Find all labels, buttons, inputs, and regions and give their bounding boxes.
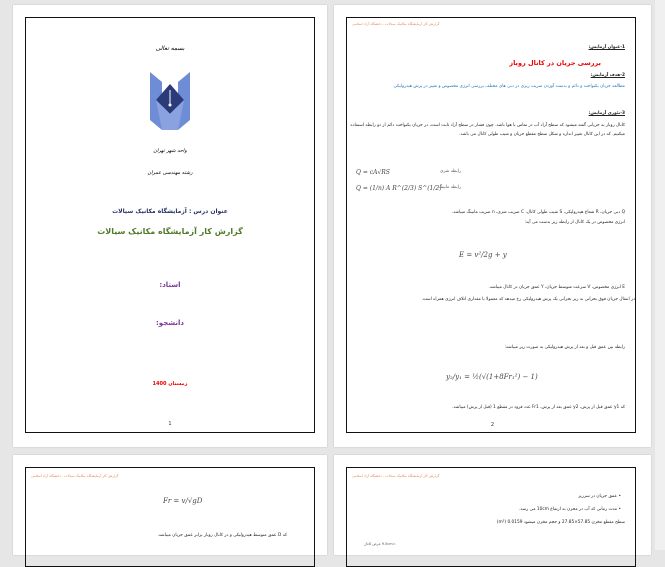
professor-label: استاد:: [159, 281, 181, 289]
bullet-item: • مدت زمانی که آب در مخزن به ارتفاع 10cm می رسد.: [518, 507, 621, 512]
course-title: عنوان درس : آزمایشگاه مکانیک سیالات: [112, 208, 228, 215]
bismillah: بسمه تعالی: [155, 45, 185, 52]
page-2: [334, 5, 651, 447]
chezy-label: رابطه شزی: [440, 169, 461, 174]
university-logo: [148, 70, 192, 132]
heading-2: 2-هدف آزمایش:: [590, 73, 625, 78]
heading-3: 3-تئوری آزمایش:: [588, 111, 625, 116]
chezy-equation: Q = cA√RS: [356, 169, 390, 176]
manning-equation: Q = (1/n) A R^(2/3) S^(1/2): [356, 185, 442, 192]
heading-1: 1-عنوان آزمایش:: [588, 45, 625, 50]
bullet-item: • عمق جریان در سرریز: [578, 494, 621, 499]
manning-label: رابطه مانینگ: [438, 185, 461, 190]
report-title: گزارش کار آزمایشگاه مکانیک سیالات: [97, 227, 243, 236]
page-border: [346, 467, 636, 567]
channel-width-label: =9.5cm عرض کانال: [364, 542, 396, 546]
tank-paragraph: سطح مقطع مخزن 57.85×27.85 و حجم مخزن میشود 0.0159 (m³): [496, 520, 625, 525]
page-1: [13, 5, 327, 447]
energy-intro: انرژی مخصوص در یک کانال از رابطه زیر بدست می آید:: [524, 220, 625, 225]
page-header: گزارش کار آزمایشگاه مکانیک سیالات - دانشگاه آزاد اسلامی: [352, 22, 440, 26]
page-header: گزارش کار آزمایشگاه مکانیک سیالات - دانشگاه آزاد اسلامی: [352, 474, 440, 478]
goal-text: مطالعه جریان یکنواخت و دائم و بدست آوردن ضریب زبری در دبی های مختلف بررسی انرژی مخصوص و تغییر در پرش هیدرولیکی: [393, 84, 625, 89]
theory-paragraph: کانال روباز به جریانی گفته میشود که سطح آزاد آب در تماس با هوا باشد. چون فشار در سطح آزاد ثابت است، در جریان یکنواخت دائم از دو رابطه استفاده میکنیم. که در این کانال تغییر اندازه و شکل سطح مقطع جریان و شیب طولی کانال می باشد.: [350, 123, 625, 137]
jump-intro: رابطه بین عمق قبل و بعد از پرش هیدرولیکی به صورت زیر میباشد:: [504, 345, 625, 350]
variables-paragraph: Q دبی جریان، R شعاع هیدرولیکی، S شیب طولی کانال، C ضریب شزی، n ضریب مانینگ میباشد.: [451, 210, 625, 215]
froude-variables: که D عمق متوسط هیدرولیکی و در کانال روباز برابر عمق جریان میباشد.: [157, 533, 287, 538]
jump-equation: y₂/y₁ = ½(√(1+8Fr₁²) − 1): [446, 373, 538, 381]
vertical-scrollbar[interactable]: [655, 0, 665, 550]
page-4: [334, 455, 651, 555]
field-name: رشته مهندسی عمران: [147, 170, 193, 176]
froude-equation: Fr = v/√gD: [163, 497, 203, 505]
page-3: [13, 455, 327, 555]
student-label: دانشجو:: [156, 319, 184, 327]
energy-variables: E انرژی مخصوص، V سرعت متوسط جریان، Y عمق جریان در کانال میباشد.: [488, 285, 625, 290]
page-header: گزارش کار آزمایشگاه مکانیک سیالات - دانشگاه آزاد اسلامی: [31, 474, 119, 478]
energy-equation: E = v²/2g + y: [459, 251, 507, 259]
bullet-text: عمق جریان در سرریز: [578, 494, 618, 499]
date: زمستان 1400: [152, 381, 188, 387]
page-border: [25, 467, 315, 567]
page-number: 2: [490, 422, 495, 428]
jump-paragraph: در انتقال جریان فوق بحرانی به زیر بحرانی یک پرش هیدرولیکی رخ میدهد که معمولا با مقداری اتلاف انرژی همراه است.: [421, 297, 635, 302]
jump-variables: که y1 عمق قبل از پرش، y2 عمق بعد از پرش، Fr1 عدد فرود در مقطع 1 (قبل از پرش) میباشد.: [452, 405, 625, 410]
experiment-title: بررسی جریان در کانال روباز: [509, 59, 601, 67]
unit-name: واحد شهر تهران: [153, 148, 187, 154]
page-number: 1: [168, 421, 172, 427]
bullet-text: مدت زمانی که آب در مخزن به ارتفاع 10cm می رسد.: [518, 507, 618, 512]
